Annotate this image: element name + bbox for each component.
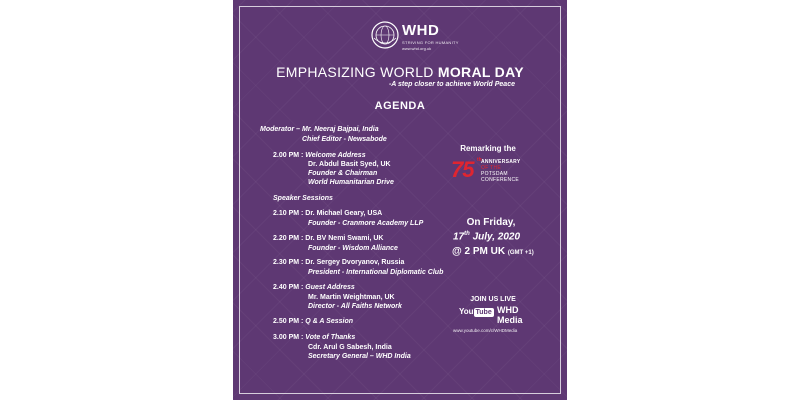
channel-name-2: Media <box>497 315 523 325</box>
remark-heading: Remarking the <box>460 144 516 153</box>
guest-title: Guest Address <box>305 284 355 291</box>
thanks-title: Vote of Thanks <box>305 334 356 341</box>
anniversary-line-1: ANNIVERSARY <box>481 159 521 165</box>
session-2: 2.20 PM : Dr. BV Nemi Swami, UK <box>273 235 384 242</box>
event-day: On Friday, <box>466 217 516 228</box>
youtube-logo <box>459 307 494 317</box>
join-live-heading: JOIN US LIVE <box>470 296 516 303</box>
anniversary-line-2: OF THE <box>481 165 502 171</box>
welcome-time-label: 2.00 PM : <box>273 152 306 159</box>
moderator-line: Moderator – Mr. Neeraj Bajpai, India <box>260 126 379 133</box>
event-date <box>453 231 520 242</box>
guest-role: Director - All Faiths Network <box>308 303 402 310</box>
time-zone: (GMT +1) <box>507 250 534 256</box>
channel-name <box>497 305 523 325</box>
welcome-speaker: Dr. Abdul Basit Syed, UK <box>308 161 391 168</box>
session-3: 2.30 PM : Dr. Sergey Dvoryanov, Russia <box>273 259 405 266</box>
poster-subtitle: -A step closer to achieve World Peace <box>388 81 515 88</box>
channel-name-1: WHD <box>497 305 519 315</box>
logo-name: WHD <box>402 22 440 39</box>
anniversary-line-3: POTSDAM <box>481 171 508 177</box>
poster-title <box>233 64 567 80</box>
globe-emblem-icon <box>370 20 400 50</box>
session-1: 2.10 PM : Dr. Michael Geary, USA <box>273 210 383 217</box>
time-label: @ 2 PM UK <box>452 246 506 257</box>
session-3-role: President - International Diplomatic Club <box>308 269 444 276</box>
qa-time <box>273 318 353 325</box>
youtube-you: You <box>459 307 474 316</box>
date-rest: July, 2020 <box>469 231 521 243</box>
moderator-role: Chief Editor - Newsabode <box>302 136 387 143</box>
qa-time-label: 2.50 PM : <box>273 318 306 325</box>
qa-title: Q & A Session <box>305 318 354 325</box>
channel-url: www.youtube.com/c/WHDMedia <box>453 328 518 333</box>
agenda-heading: AGENDA <box>374 100 426 112</box>
welcome-role-2: World Humanitarian Drive <box>308 179 394 186</box>
guest-time <box>273 284 355 291</box>
logo-tagline: STRIVING FOR HUMANITY <box>402 40 459 45</box>
title-part-a: EMPHASIZING WORLD <box>276 64 434 80</box>
anniversary-number: 75 <box>451 157 474 182</box>
date-number: 17 <box>453 231 465 243</box>
anniversary-line-4: CONFERENCE <box>481 177 520 183</box>
welcome-time <box>273 152 366 159</box>
welcome-title: Welcome Address <box>305 152 366 159</box>
speaker-sessions-heading: Speaker Sessions <box>273 195 333 202</box>
session-1-role: Founder - Cranmore Academy LLP <box>308 220 424 227</box>
logo-url: www.whd.org.uk <box>402 46 432 51</box>
anniversary-suffix: th <box>477 157 482 163</box>
thanks-speaker: Cdr. Arul G Sabesh, India <box>308 344 392 351</box>
thanks-role: Secretary General – WHD India <box>308 353 411 360</box>
guest-time-label: 2.40 PM : <box>273 284 306 291</box>
session-2-role: Founder - Wisdom Alliance <box>308 245 398 252</box>
event-time <box>452 246 534 257</box>
event-poster <box>233 0 567 400</box>
date-suffix: th <box>464 231 470 237</box>
guest-speaker: Mr. Martin Weightman, UK <box>308 294 395 301</box>
whd-logo <box>370 20 480 58</box>
welcome-role-1: Founder & Chairman <box>308 170 378 177</box>
thanks-time <box>273 334 355 341</box>
title-part-b: MORAL DAY <box>437 64 524 80</box>
youtube-tube: Tube <box>475 309 492 316</box>
thanks-time-label: 3.00 PM : <box>273 334 306 341</box>
